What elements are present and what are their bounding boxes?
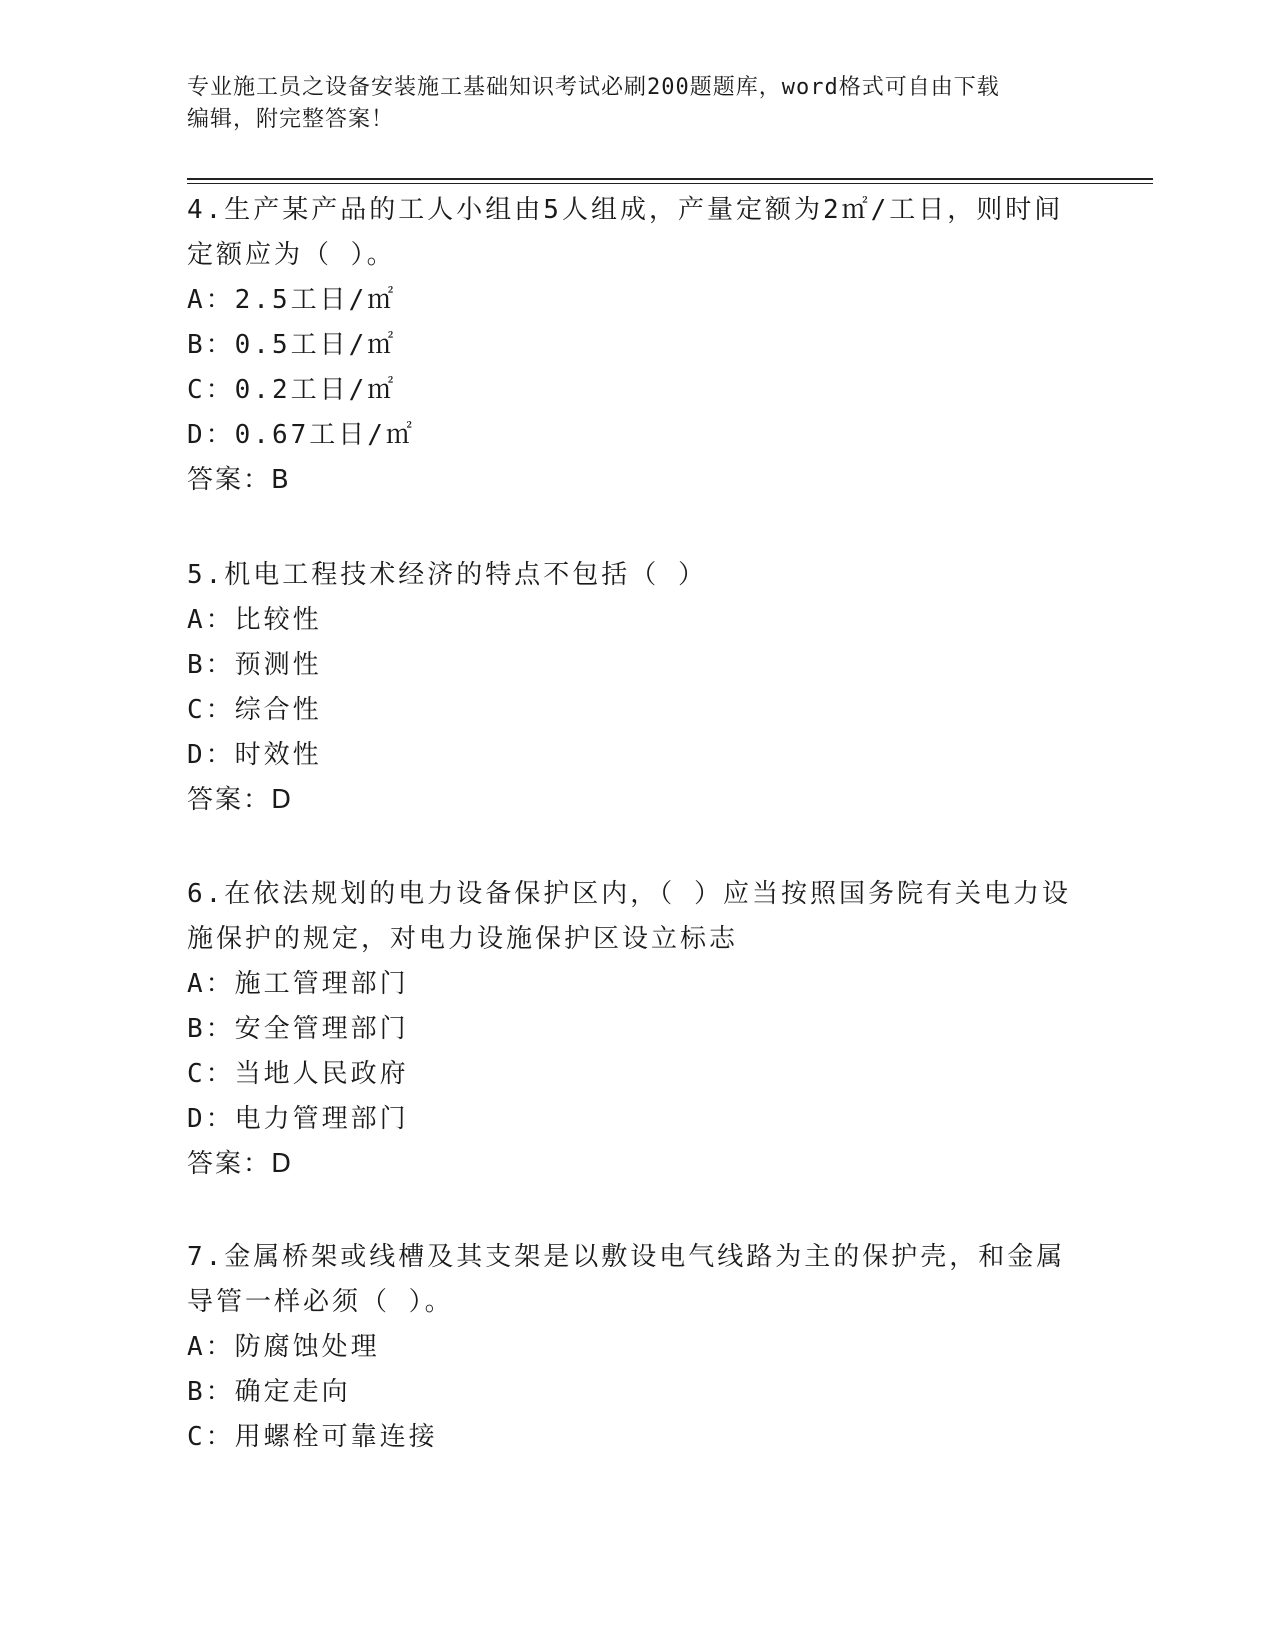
option-b: B：预测性 xyxy=(187,650,322,680)
header-line-2: 编辑，附完整答案！ xyxy=(187,107,395,132)
option-c: C：0.2工日/㎡ xyxy=(187,375,397,405)
question-stem-line-1: 5.机电工程技术经济的特点不包括（ ） xyxy=(187,560,707,590)
option-d: D：0.67工日/㎡ xyxy=(187,420,415,450)
option-b: B：0.5工日/㎡ xyxy=(187,330,397,360)
option-a: A：比较性 xyxy=(187,605,322,635)
option-a: A：2.5工日/㎡ xyxy=(187,285,397,315)
answer-label: 答案：D xyxy=(187,785,294,815)
option-c: C：用螺栓可靠连接 xyxy=(187,1422,438,1452)
answer-label: 答案：B xyxy=(187,465,291,495)
option-b: B：安全管理部门 xyxy=(187,1014,409,1044)
question-stem-line-1: 7.金属桥架或线槽及其支架是以敷设电气线路为主的保护壳，和金属 xyxy=(187,1242,1066,1272)
option-a: A：防腐蚀处理 xyxy=(187,1332,380,1362)
answer-label: 答案：D xyxy=(187,1149,294,1179)
document-header xyxy=(187,72,1067,136)
header-line-1: 专业施工员之设备安装施工基础知识考试必刷200题题库，word格式可自由下载 xyxy=(187,75,1000,100)
question-stem-line-1: 4.生产某产品的工人小组由5人组成，产量定额为2㎡/工日，则时间 xyxy=(187,195,1064,225)
question-7 xyxy=(187,1235,1087,1460)
question-stem-line-2: 导管一样必须（ ）。 xyxy=(187,1287,454,1317)
header-divider-thin xyxy=(187,183,1153,184)
question-stem-line-1: 6.在依法规划的电力设备保护区内，（ ）应当按照国务院有关电力设 xyxy=(187,879,1071,909)
option-b: B：确定走向 xyxy=(187,1377,351,1407)
question-6 xyxy=(187,872,1087,1187)
question-stem-line-2: 施保护的规定，对电力设施保护区设立标志 xyxy=(187,924,739,954)
question-5 xyxy=(187,553,1087,823)
option-c: C：当地人民政府 xyxy=(187,1059,409,1089)
option-d: D：电力管理部门 xyxy=(187,1104,409,1134)
option-c: C：综合性 xyxy=(187,695,322,725)
question-stem-line-2: 定额应为（ ）。 xyxy=(187,240,396,270)
option-a: A：施工管理部门 xyxy=(187,969,409,999)
question-4 xyxy=(187,188,1087,503)
header-divider-thick xyxy=(187,178,1153,180)
option-d: D：时效性 xyxy=(187,740,322,770)
